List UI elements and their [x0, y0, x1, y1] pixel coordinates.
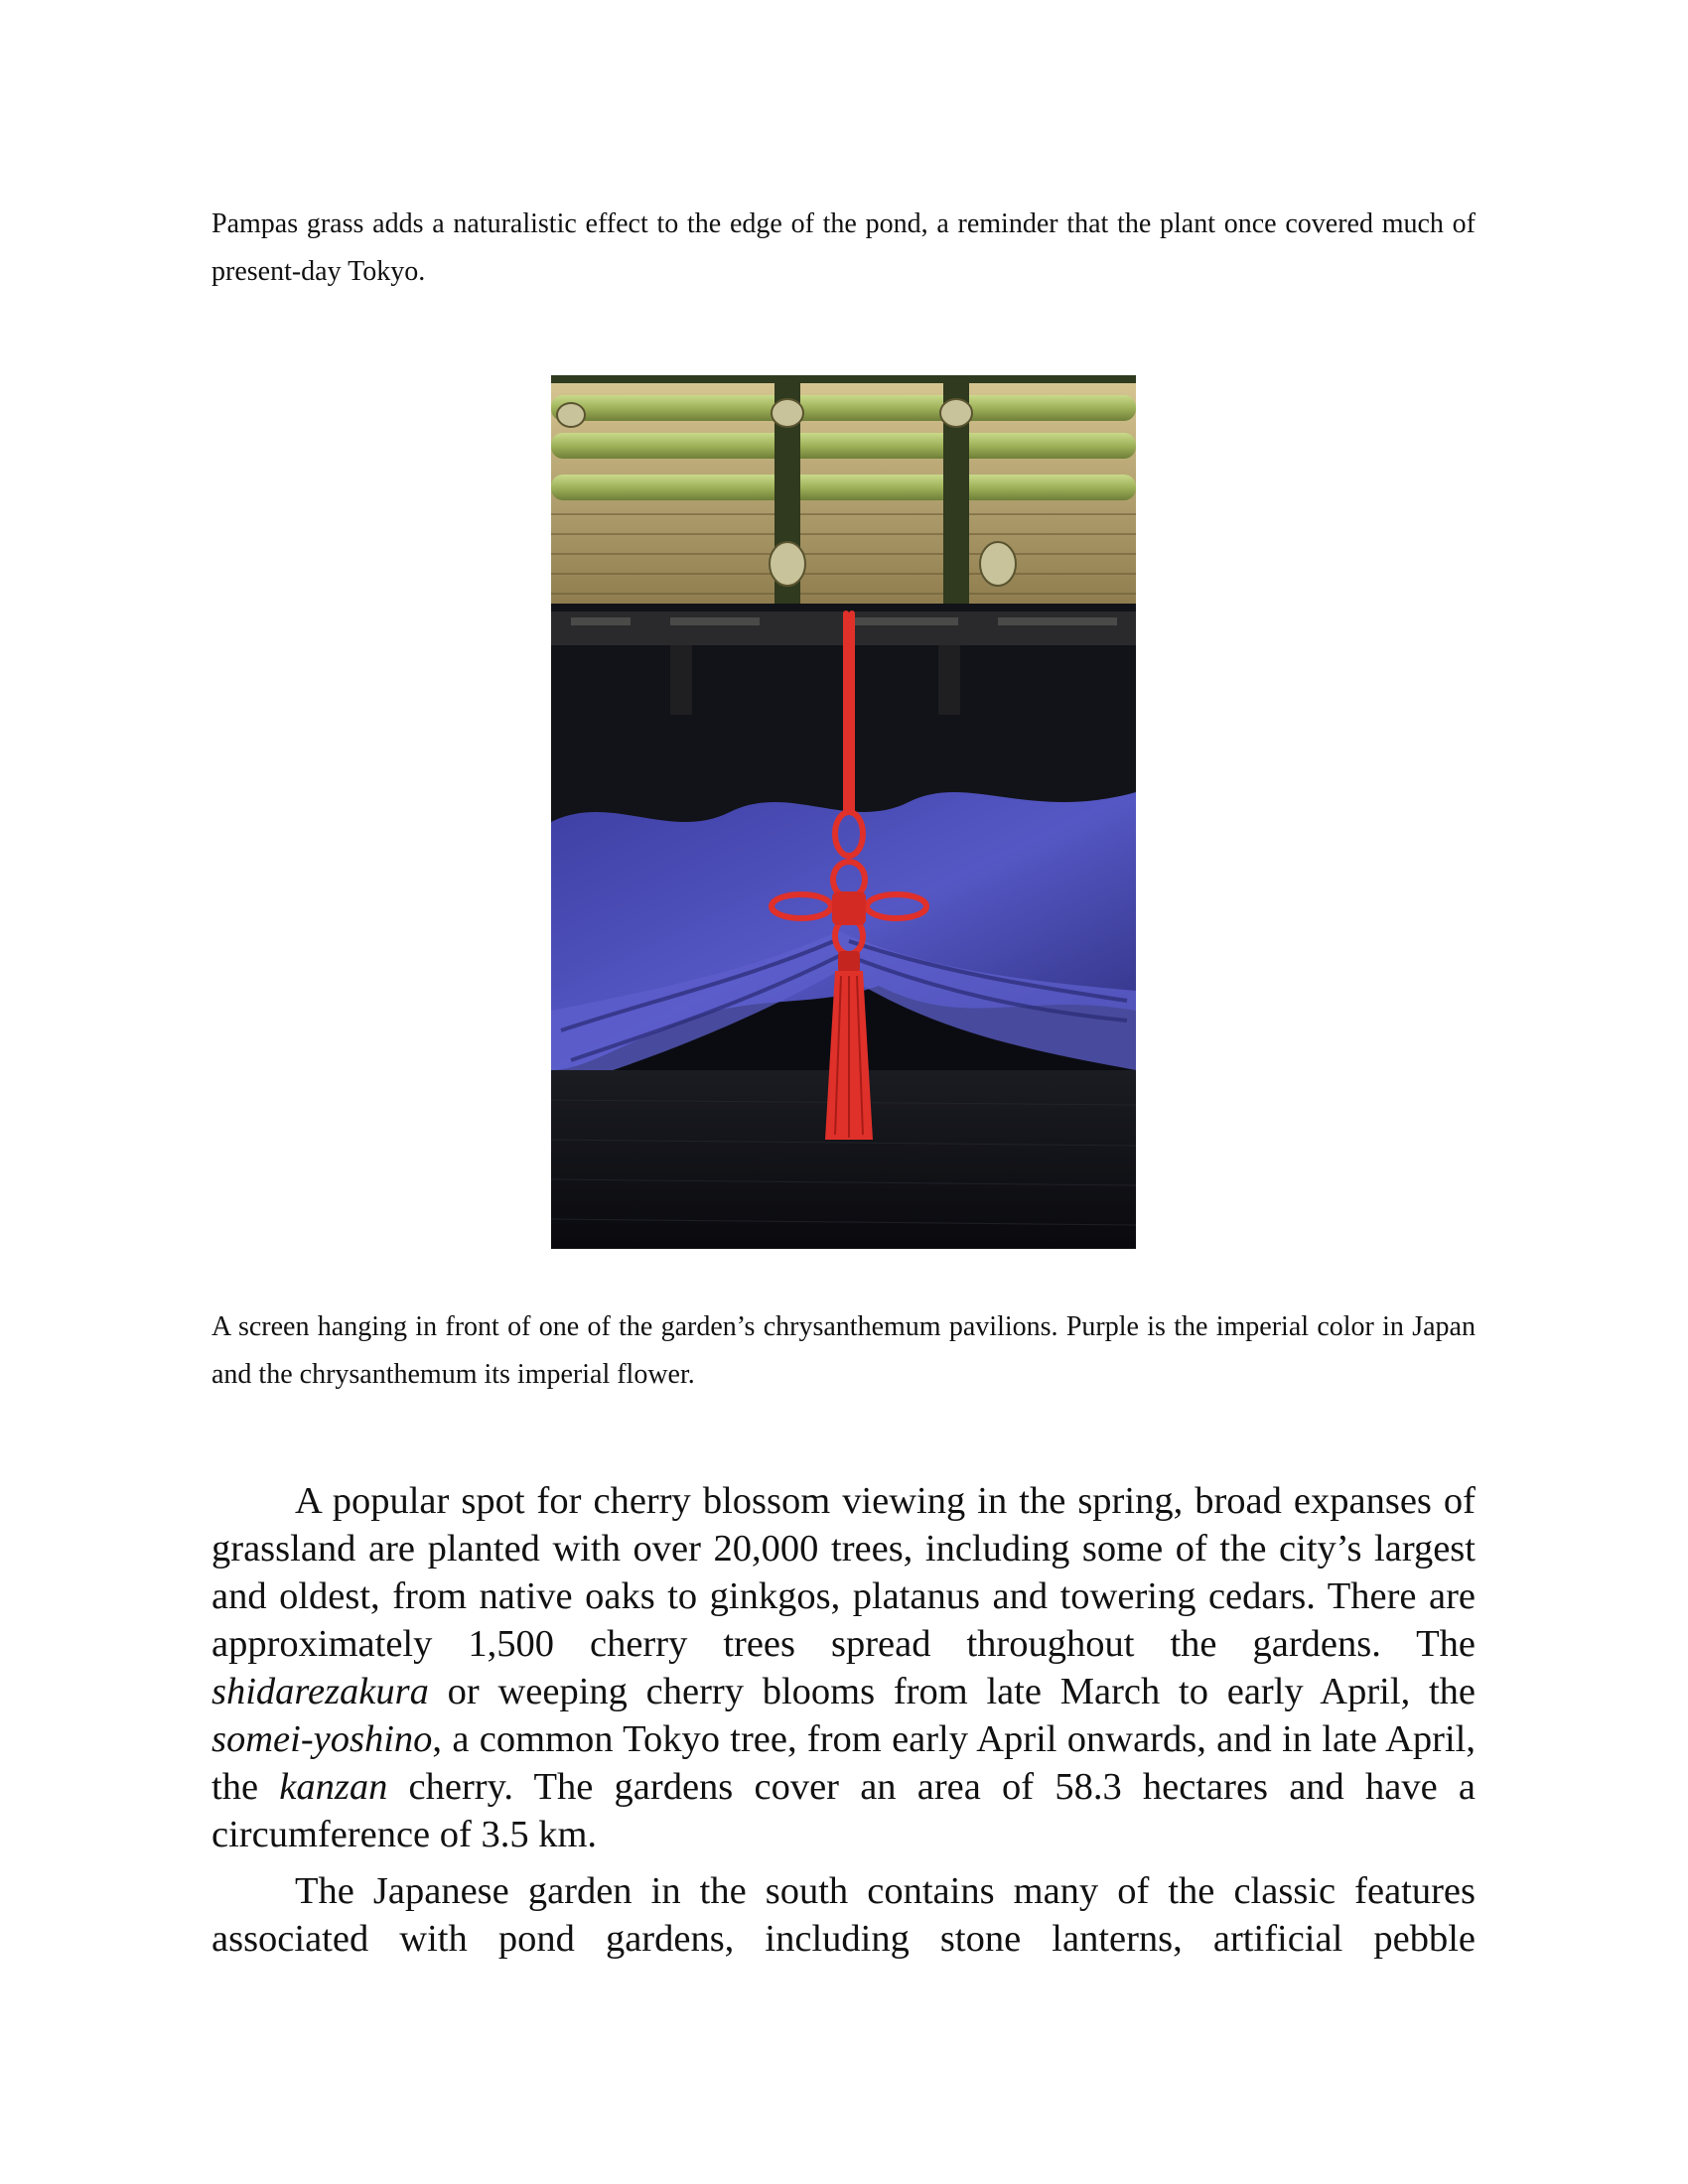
body-text — [211, 1477, 1476, 1963]
photo-caption-pampas: Pampas grass adds a naturalistic effect to the edge of the pond, a reminder that the plant once covered much of present-day Tokyo. — [211, 208, 1476, 287]
p1-text-4: cherry. The gardens cover an area of 58.3 hectares and have a circumference of 3.5 km. — [211, 1766, 1476, 1855]
term-somei-yoshino: somei-yoshino — [211, 1718, 433, 1760]
photo-illustration — [551, 375, 1136, 1249]
p1-text-3: , a common Tokyo tree, from early April onwards, and in late April, the — [211, 1718, 1476, 1808]
term-shidarezakura: shidarezakura — [211, 1671, 429, 1712]
p1-text-2: or weeping cherry blooms from late March to early April, the — [428, 1671, 1476, 1712]
p1-text-1: A popular spot for cherry blossom viewing in the spring, broad expanses of grassland are planted with over 20,000 trees, including some of the city’s largest and oldest, from native oaks to ginkgos, platanus and towering cedars. There are approximately 1,500 cherry trees spread throughout the gardens. The — [211, 1480, 1476, 1665]
photo-purple-screen-tassel — [551, 375, 1136, 1249]
body-paragraph-2: The Japanese garden in the south contains many of the classic features associated with pond gardens, including stone lanterns, artificial pebble — [211, 1870, 1476, 1960]
term-kanzan: kanzan — [279, 1766, 388, 1808]
body-paragraph-1 — [211, 1477, 1476, 1858]
photo-caption-screen: A screen hanging in front of one of the garden’s chrysanthemum pavilions. Purple is the imperial color in Japan and the chrysanthemum its imperial flower. — [211, 1311, 1476, 1390]
